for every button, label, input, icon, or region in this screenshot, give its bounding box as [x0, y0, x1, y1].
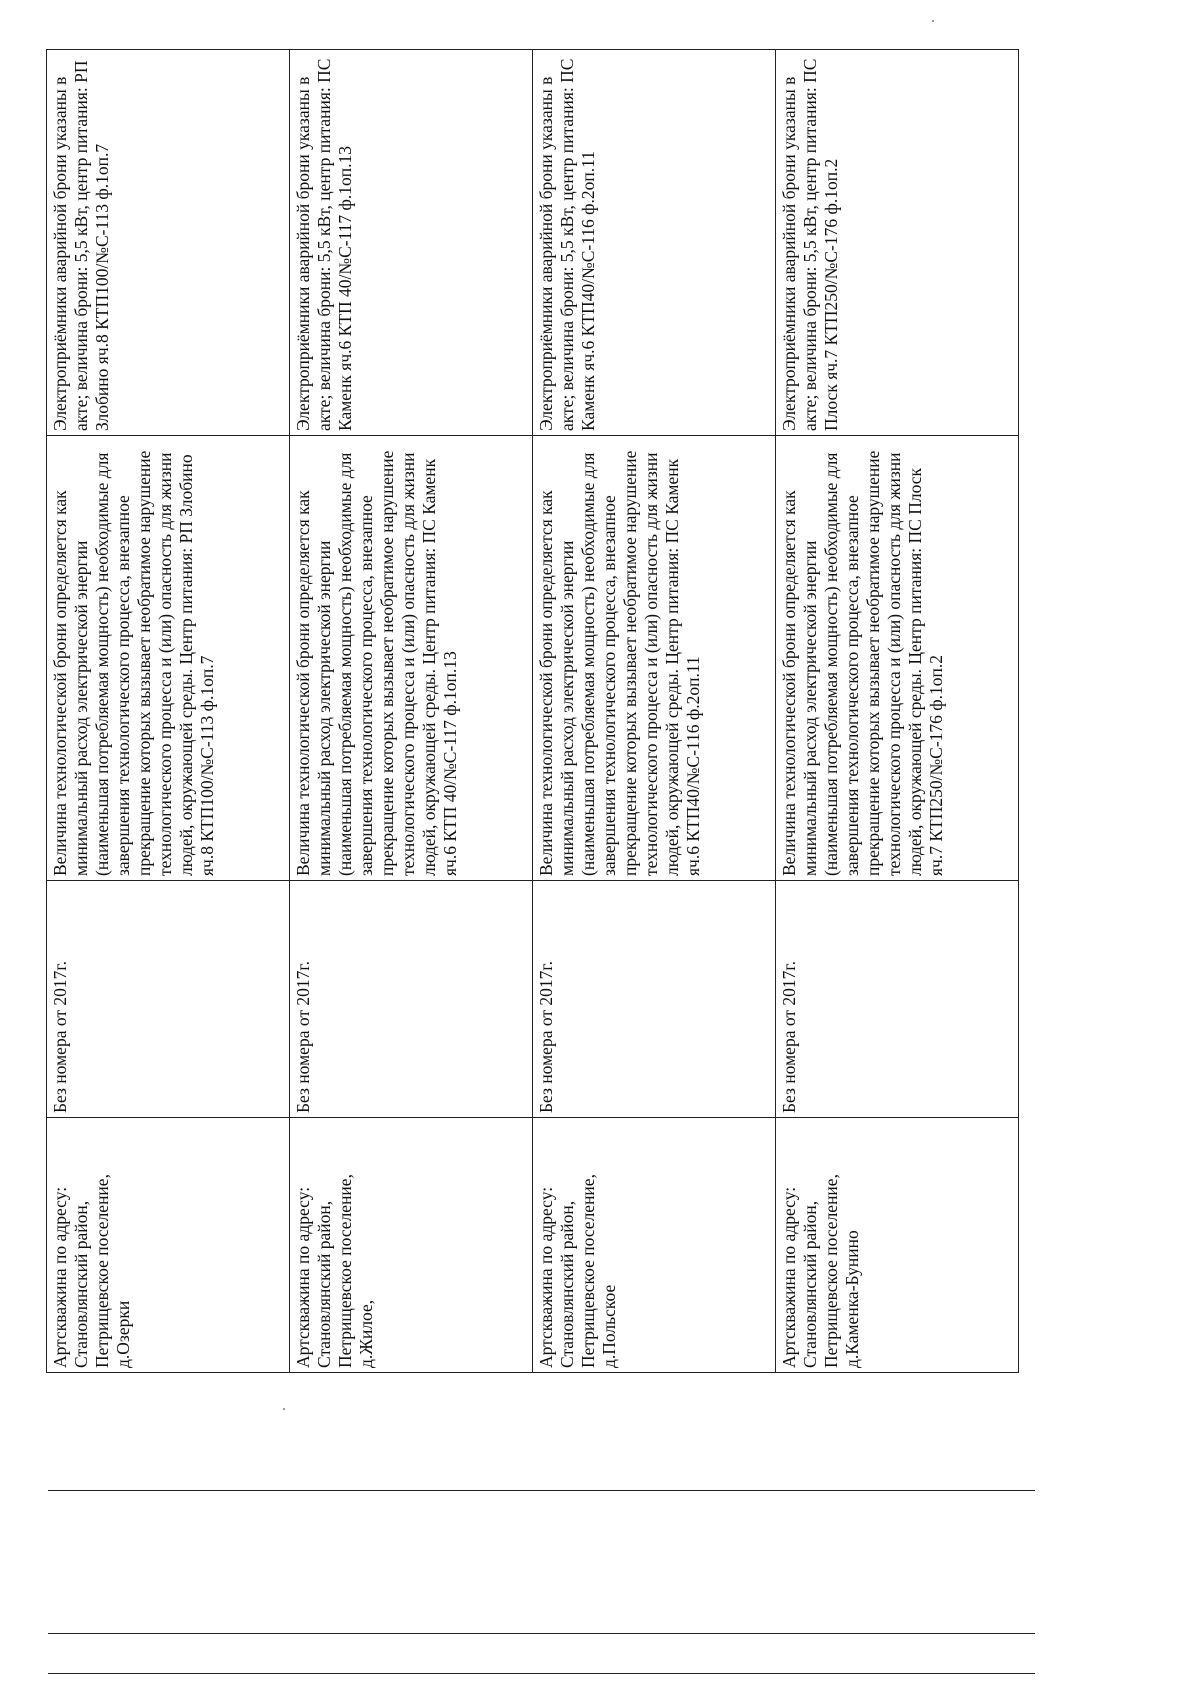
- technological-reserve-cell: Величина технологической брони определяется как минимальный расход электрической энергии (наименьшая потребляемая мощность) необходимые для завершения технологического процесса, внезапное прекращение которых вызывает необратимое нарушение технологического процесса и (или) опасность для жизни людей, окружающей среды. Центр питания: РП Злобино яч.8 КТП100/№С-113 ф.1оп.7: [47, 436, 290, 881]
- object-address-cell: Артскважина по адресу: Становлянский район, Петрищевское поселение, д.Каменка-Бунино: [776, 1118, 1019, 1373]
- object-address-cell: Артскважина по адресу: Становлянский район, Петрищевское поселение, д.Польское: [533, 1118, 776, 1373]
- scan-speck: [283, 1408, 285, 1410]
- act-number-cell: Без номера от 2017г.: [290, 881, 533, 1118]
- object-address-cell: Артскважина по адресу: Становлянский район, Петрищевское поселение, д.Жилое,: [290, 1118, 533, 1373]
- reservation-table: [46, 49, 1019, 1373]
- emergency-reserve-cell: Электроприёмники аварийной брони указаны в акте; величина брони: 5,5 кВт, центр питания: ПС Плоск яч.7 КТП250/№С-176 ф.1оп.2: [776, 50, 1019, 436]
- emergency-reserve-cell: Электроприёмники аварийной брони указаны в акте; величина брони: 5,5 кВт, центр питания: РП Злобино яч.8 КТП100/№С-113 ф.1оп.7: [47, 50, 290, 436]
- emergency-reserve-cell: Электроприёмники аварийной брони указаны в акте; величина брони: 5,5 кВт, центр питания: ПС Каменк яч.6 КТП 40/№С-117 ф.1оп.13: [290, 50, 533, 436]
- technological-reserve-cell: Величина технологической брони определяется как минимальный расход электрической энергии (наименьшая потребляемая мощность) необходимые для завершения технологического процесса, внезапное прекращение которых вызывает необратимое нарушение технологического процесса и (или) опасность для жизни людей, окружающей среды. Центр питания: ПС Каменк яч.6 КТП40/№С-116 ф.2оп.11: [533, 436, 776, 881]
- technological-reserve-cell: Величина технологической брони определяется как минимальный расход электрической энергии (наименьшая потребляемая мощность) необходимые для завершения технологического процесса, внезапное прекращение которых вызывает необратимое нарушение технологического процесса и (или) опасность для жизни людей, окружающей среды. Центр питания: ПС Плоск яч.7 КТП250/№С-176 ф.1оп.2: [776, 436, 1019, 881]
- object-address-cell: Артскважина по адресу: Становлянский район, Петрищевское поселение, д.Озерки: [47, 1118, 290, 1373]
- act-number-cell: Без номера от 2017г.: [776, 881, 1019, 1118]
- emergency-reserve-cell: Электроприёмники аварийной брони указаны в акте; величина брони: 5,5 кВт, центр питания: ПС Каменк яч.6 КТП40/№С-116 ф.2оп.11: [533, 50, 776, 436]
- table-row: [47, 50, 290, 1373]
- table-row: [533, 50, 776, 1373]
- technological-reserve-cell: Величина технологической брони определяется как минимальный расход электрической энергии (наименьшая потребляемая мощность) необходимые для завершения технологического процесса, внезапное прекращение которых вызывает необратимое нарушение технологического процесса и (или) опасность для жизни людей, окружающей среды. Центр питания: ПС Каменк яч.6 КТП 40/№С-117 ф.1оп.13: [290, 436, 533, 881]
- table-row: [290, 50, 533, 1373]
- separator-line: [48, 1490, 1035, 1491]
- separator-line: [48, 1673, 1035, 1674]
- act-number-cell: Без номера от 2017г.: [47, 881, 290, 1118]
- scan-speck: [932, 20, 934, 22]
- act-number-cell: Без номера от 2017г.: [533, 881, 776, 1118]
- separator-line: [48, 1633, 1035, 1634]
- table-row: [776, 50, 1019, 1373]
